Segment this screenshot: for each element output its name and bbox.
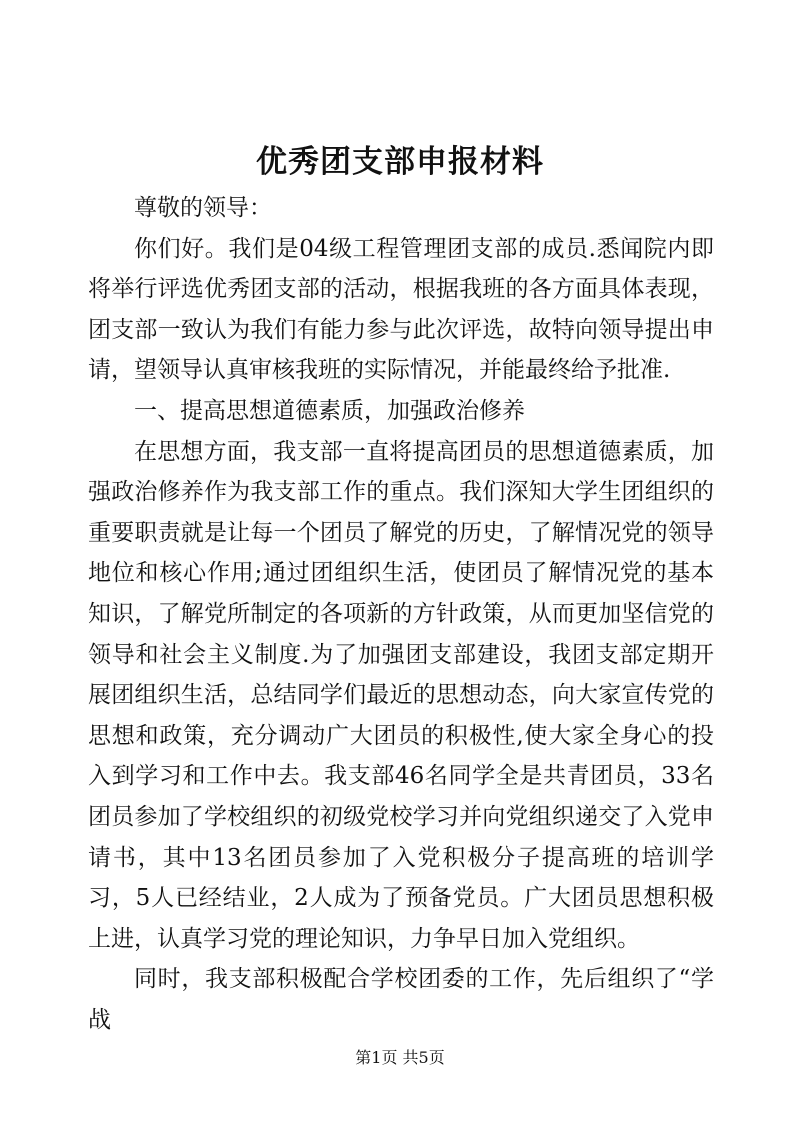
body-paragraph: 你们好。我们是04级工程管理团支部的成员.悉闻院内即将举行评选优秀团支部的活动，根据我班的各方面具体表现，团支部一致认为我们有能力参与此次评选，故特向领导提出申请，望领导认真审核我班的实际情况，并能最终给予批准. (88, 235, 714, 384)
body-paragraph: 同时，我支部积极配合学校团委的工作，先后组织了“学战 (88, 966, 714, 1033)
document-title: 优秀团支部申报材料 (256, 144, 544, 180)
salutation: 尊敬的领导： (134, 195, 272, 221)
section-heading: 一、提高思想道德素质，加强政治修养 (134, 397, 525, 424)
page-number: 第1页 共5页 (355, 1048, 445, 1067)
document-body (88, 188, 714, 1040)
body-paragraph: 在思想方面，我支部一直将提高团员的思想道德素质，加强政治修养作为我支部工作的重点。我们深知大学生团组织的重要职责就是让每一个团员了解党的历史，了解情况党的领导地位和核心作用;通过团组织生活，使团员了解情况党的基本知识，了解党所制定的各项新的方针政策，从而更加坚信党的领导和社会主义制度.为了加强团支部建设，我团支部定期开展团组织生活，总结同学们最近的思想动态，向大家宣传党的思想和政策，充分调动广大团员的积极性,使大家全身心的投入到学习和工作中去。我支部46名同学全是共青团员，33名团员参加了学校组织的初级党校学习并向党组织递交了入党申请书，其中13名团员参加了入党积极分子提高班的培训学习，5人已经结业，2人成为了预备党员。广大团员思想积极上进，认真学习党的理论知识，力争早日加入党组织。 (88, 438, 714, 952)
